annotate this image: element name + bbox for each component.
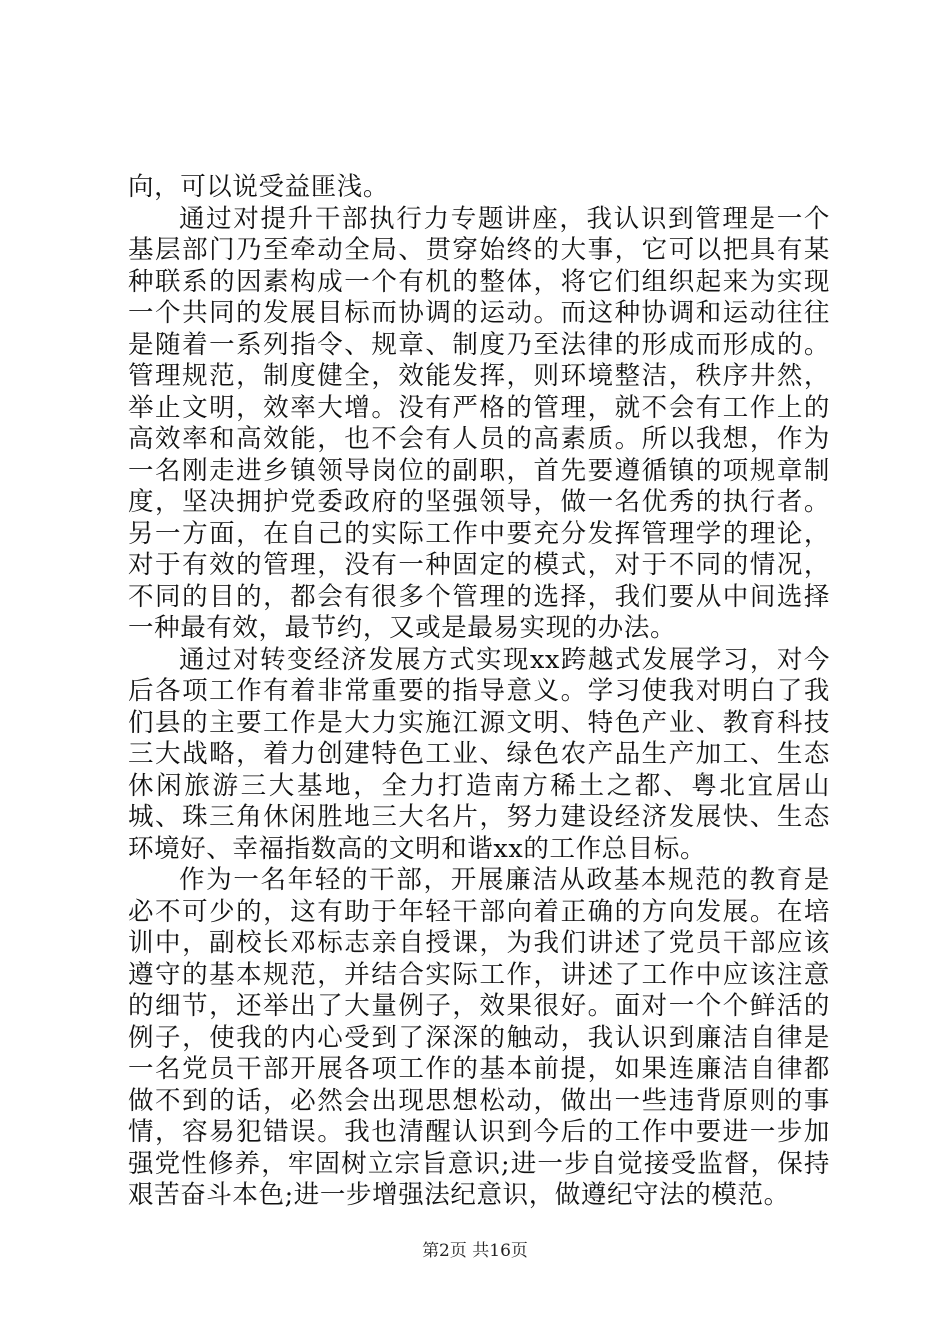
page-number-label: 第2页 共16页 (422, 1241, 528, 1261)
paragraph-integrity: 作为一名年轻的干部，开展廉洁从政基本规范的教育是必不可少的，这有助于年轻干部向着正确的方向发展。在培训中，副校长邓标志亲自授课，为我们讲述了党员干部应该遵守的基本规范，并结合实际工作，讲述了工作中应该注意的细节，还举出了大量例子，效果很好。面对一个个鲜活的例子，使我的内心受到了深深的触动，我认识到廉洁自律是一名党员干部开展各项工作的基本前提，如果连廉洁自律都做不到的话，必然会出现思想松动，做出一些违背原则的事情，容易犯错误。我也清醒认识到今后的工作中要进一步加强党性修养，牢固树立宗旨意识;进一步自觉接受监督，保持艰苦奋斗本色;进一步增强法纪意识，做遵纪守法的模范。 (128, 865, 830, 1210)
paragraph-management: 通过对提升干部执行力专题讲座，我认识到管理是一个基层部门乃至牵动全局、贯穿始终的大事，它可以把具有某种联系的因素构成一个有机的整体，将它们组织起来为实现一个共同的发展目标而协调的运动。而这种协调和运动往往是随着一系列指令、规章、制度乃至法律的形成而形成的。管理规范，制度健全，效能发挥，则环境整洁，秩序井然，举止文明，效率大增。没有严格的管理，就不会有工作上的高效率和高效能，也不会有人员的高素质。所以我想，作为一名刚走进乡镇领导岗位的副职，首先要遵循镇的项规章制度，坚决拥护党委政府的坚强领导，做一名优秀的执行者。另一方面，在自己的实际工作中要充分发挥管理学的理论，对于有效的管理，没有一种固定的模式，对于不同的情况，不同的目的，都会有很多个管理的选择，我们要从中间选择一种最有效，最节约，又或是最易实现的办法。 (128, 203, 830, 643)
paragraph-economic-development: 通过对转变经济发展方式实现xx跨越式发展学习，对今后各项工作有着非常重要的指导意义。学习使我对明白了我们县的主要工作是大力实施江源文明、特色产业、教育科技三大战略，着力创建特色工业、绿色农产品生产加工、生态休闲旅游三大基地，全力打造南方稀土之都、粤北宜居山城、珠三角休闲胜地三大名片，努力建设经济发展快、生态环境好、幸福指数高的文明和谐xx的工作总目标。 (128, 644, 830, 864)
paragraph-continuation: 向，可以说受益匪浅。 (128, 172, 390, 202)
document-body (128, 172, 830, 1212)
page-footer (0, 1240, 950, 1262)
